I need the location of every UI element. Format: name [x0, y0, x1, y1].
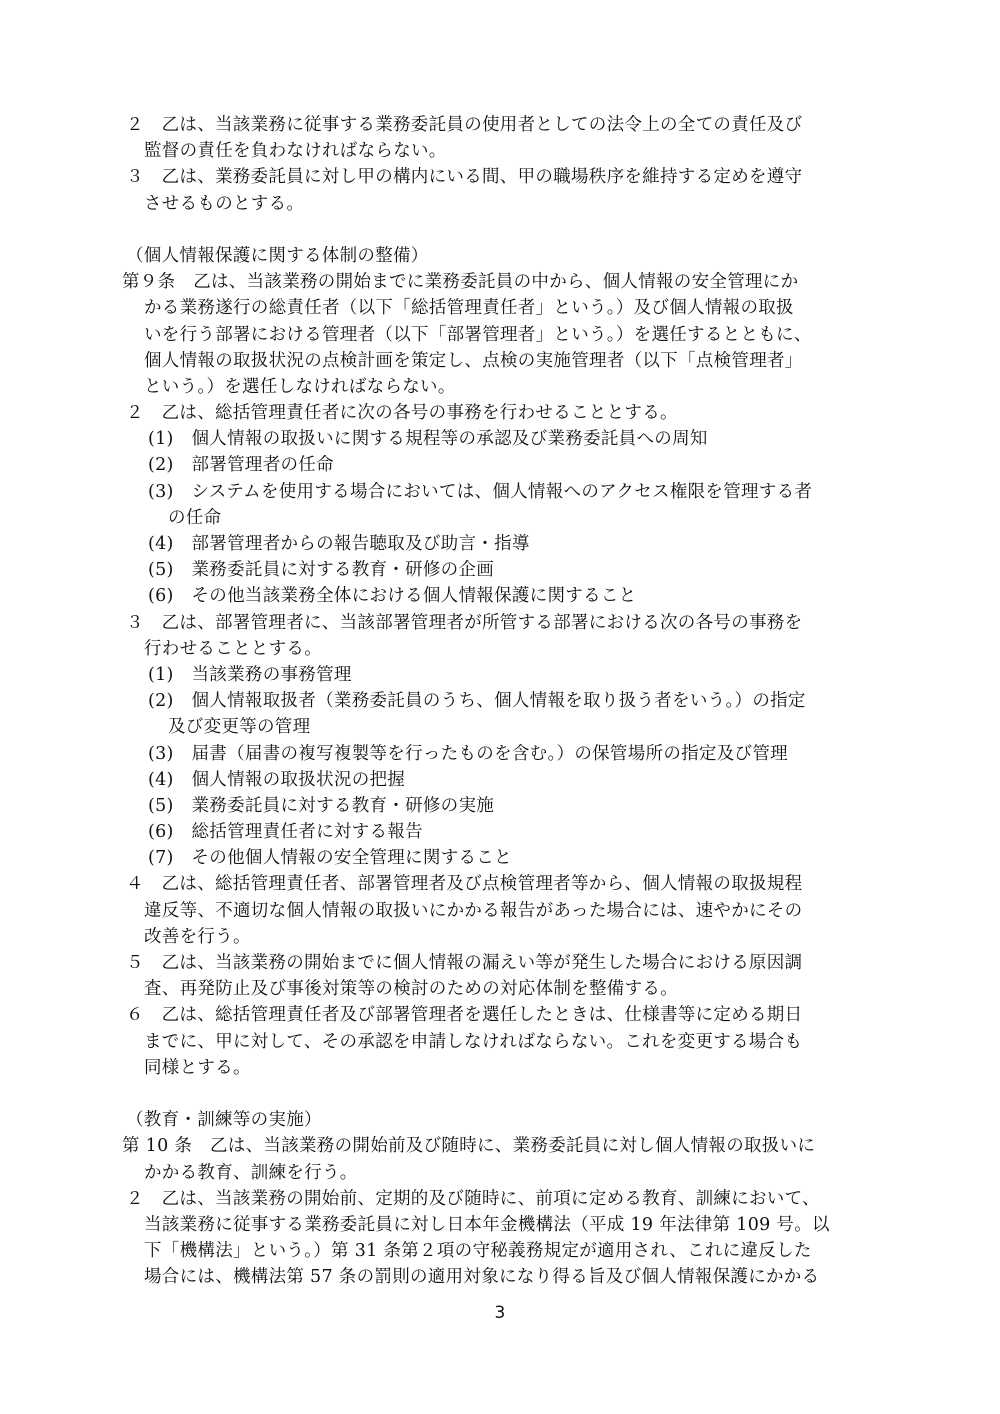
text-line: (4) 部署管理者からの報告聴取及び助言・指導 — [148, 534, 530, 554]
text-line: ４ 乙は、総括管理責任者、部署管理者及び点検管理者等から、個人情報の取扱規程 — [126, 874, 803, 895]
text-line: いを行う部署における管理者（以下「部署管理者」という。）を選任するとともに、 — [144, 324, 812, 345]
text-line: (2) 個人情報取扱者（業務委託員のうち、個人情報を取り扱う者をいう。）の指定 — [148, 691, 806, 712]
text-line: ２ 乙は、当該業務に従事する業務委託員の使用者としての法令上の全ての責任及び — [126, 115, 803, 135]
text-line: 個人情報の取扱状況の点検計画を策定し、点検の実施管理者（以下「点検管理者」 — [144, 350, 803, 371]
text-line: (3) システムを使用する場合においては、個人情報へのアクセス権限を管理する者 — [148, 481, 813, 502]
text-line: 査、再発防止及び事後対策等の検討のための対応体制を整備する。 — [144, 979, 678, 1000]
text-line: させるものとする。 — [144, 193, 305, 214]
section-heading: （個人情報保護に関する体制の整備） — [126, 245, 429, 266]
text-line: 場合には、機構法第 57 条の罰則の適用対象になり得る旨及び個人情報保護にかかる — [144, 1267, 820, 1288]
text-line: (2) 部署管理者の任命 — [148, 455, 334, 476]
text-line: 当該業務に従事する業務委託員に対し日本年金機構法（平成 19 年法律第 109 号。以 — [144, 1214, 830, 1235]
text-line: 第 10 条 乙は、当該業務の開始前及び随時に、業務委託員に対し個人情報の取扱いに — [122, 1136, 816, 1157]
text-line: ２ 乙は、総括管理責任者に次の各号の事務を行わせることとする。 — [126, 403, 678, 424]
text-line: かる業務遂行の総責任者（以下「総括管理責任者」という。）及び個人情報の取扱 — [144, 298, 794, 319]
text-line: までに、甲に対して、その承認を申請しなければならない。これを変更する場合も — [144, 1031, 803, 1052]
text-line: (1) 個人情報の取扱いに関する規程等の承認及び業務委託員への周知 — [148, 429, 708, 450]
text-line: 違反等、不適切な個人情報の取扱いにかかる報告があった場合には、速やかにその — [144, 900, 803, 921]
text-line: 行わせることとする。 — [144, 638, 322, 659]
text-line: 同様とする。 — [144, 1057, 251, 1078]
text-line: (3) 届書（届書の複写複製等を行ったものを含む。）の保管場所の指定及び管理 — [148, 743, 788, 764]
section-heading: （教育・訓練等の実施） — [126, 1110, 322, 1131]
text-line: 第９条 乙は、当該業務の開始までに業務委託員の中から、個人情報の安全管理にか — [122, 272, 799, 293]
text-line: ３ 乙は、部署管理者に、当該部署管理者が所管する部署における次の各号の事務を — [126, 612, 803, 633]
text-line: 及び変更等の管理 — [168, 717, 311, 738]
text-line: ５ 乙は、当該業務の開始までに個人情報の漏えい等が発生した場合における原因調 — [126, 953, 803, 973]
blank-line — [122, 217, 897, 243]
text-line: (6) 総括管理責任者に対する報告 — [148, 822, 423, 843]
text-line: ２ 乙は、当該業務の開始前、定期的及び随時に、前項に定める教育、訓練において、 — [126, 1188, 820, 1209]
text-line: (5) 業務委託員に対する教育・研修の実施 — [148, 795, 495, 816]
text-line: 改善を行う。 — [144, 926, 251, 947]
text-line: ６ 乙は、総括管理責任者及び部署管理者を選任したときは、仕様書等に定める期日 — [126, 1005, 803, 1026]
text-line: (5) 業務委託員に対する教育・研修の企画 — [148, 560, 495, 581]
text-line: ３ 乙は、業務委託員に対し甲の構内にいる間、甲の職場秩序を維持する定めを遵守 — [126, 167, 803, 188]
text-line: (4) 個人情報の取扱状況の把握 — [148, 769, 406, 790]
page-number: 3 — [494, 1303, 506, 1323]
document-body — [122, 112, 897, 1290]
text-line: かかる教育、訓練を行う。 — [144, 1162, 358, 1183]
text-line: (6) その他当該業務全体における個人情報保護に関すること — [148, 586, 637, 607]
text-line: (1) 当該業務の事務管理 — [148, 664, 352, 685]
text-line: の任命 — [168, 507, 222, 528]
text-line: 監督の責任を負わなければならない。 — [144, 141, 447, 162]
blank-line — [122, 1081, 897, 1107]
text-line: (7) その他個人情報の安全管理に関すること — [148, 848, 512, 869]
text-line: 下「機構法」という。）第 31 条第２項の守秘義務規定が適用され、これに違反した — [144, 1241, 812, 1262]
text-line: という。）を選任しなければならない。 — [144, 376, 456, 397]
